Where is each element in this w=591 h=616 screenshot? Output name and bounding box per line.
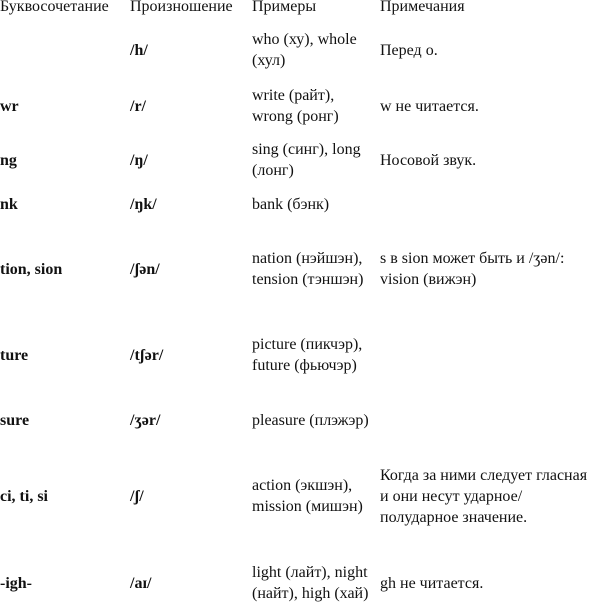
cell-combination: ture (0, 346, 29, 364)
header-examples: Примеры (252, 0, 317, 15)
table-row (0, 322, 591, 388)
header-pronunciation: Произношение (130, 0, 233, 15)
table-row (0, 452, 591, 540)
table-row (0, 226, 591, 312)
cell-pronunciation: /aɪ/ (130, 574, 152, 592)
cell-notes: Когда за ними следует гласная и они несут ударное/полударное значение. (380, 466, 588, 526)
cell-pronunciation: /ʃ/ (130, 487, 144, 505)
cell-pronunciation: /tʃər/ (130, 346, 164, 364)
cell-combination: wr (0, 97, 19, 115)
cell-notes (380, 192, 591, 216)
table-row (0, 398, 591, 442)
cell-notes: Носовой звук. (380, 151, 477, 169)
cell-examples: action (экшэн), mission (мишэн) (252, 477, 363, 515)
cell-notes (380, 398, 591, 442)
cell-combination: nk (0, 195, 18, 213)
cell-pronunciation: /ʒər/ (130, 411, 161, 429)
cell-examples: who (ху), whole (хул) (252, 31, 357, 69)
cell-combination: -igh- (0, 574, 32, 592)
cell-combination: ci, ti, si (0, 487, 48, 505)
cell-examples: picture (пикчэр), future (фьючэр) (252, 336, 363, 374)
cell-examples: sing (синг), long (лонг) (252, 141, 361, 179)
cell-combination: tion, sion (0, 260, 63, 278)
table-row (0, 28, 591, 72)
table-row (0, 138, 591, 182)
cell-notes (380, 322, 591, 388)
header-notes: Примечания (380, 0, 465, 15)
cell-notes: w не читается. (380, 97, 479, 115)
cell-combination (0, 28, 126, 72)
cell-notes: gh не читается. (380, 574, 484, 592)
cell-pronunciation: /ʃən/ (130, 260, 160, 278)
cell-notes: Перед о. (380, 41, 438, 59)
cell-examples: light (лайт), night (найт), high (хай) (252, 564, 369, 602)
cell-pronunciation: /h/ (130, 41, 148, 59)
header-combination: Буквосочетание (0, 0, 109, 15)
table-row (0, 192, 591, 216)
cell-examples: write (райт), wrong (ронг) (252, 87, 339, 125)
cell-pronunciation: /ŋ/ (130, 151, 148, 169)
cell-examples: pleasure (плэжэр) (252, 411, 369, 429)
cell-examples: nation (нэйшэн), tension (тэншэн) (252, 250, 364, 288)
table-header-row (0, 0, 591, 20)
cell-combination: ng (0, 151, 17, 169)
cell-examples: bank (бэнк) (252, 195, 330, 213)
table-row (0, 84, 591, 128)
cell-notes: s в sion может быть и /ʒən/: vision (вижэн) (380, 250, 565, 288)
cell-pronunciation: /r/ (130, 97, 146, 115)
cell-combination: sure (0, 411, 30, 429)
cell-pronunciation: /ŋk/ (130, 195, 157, 213)
table-row (0, 550, 591, 616)
